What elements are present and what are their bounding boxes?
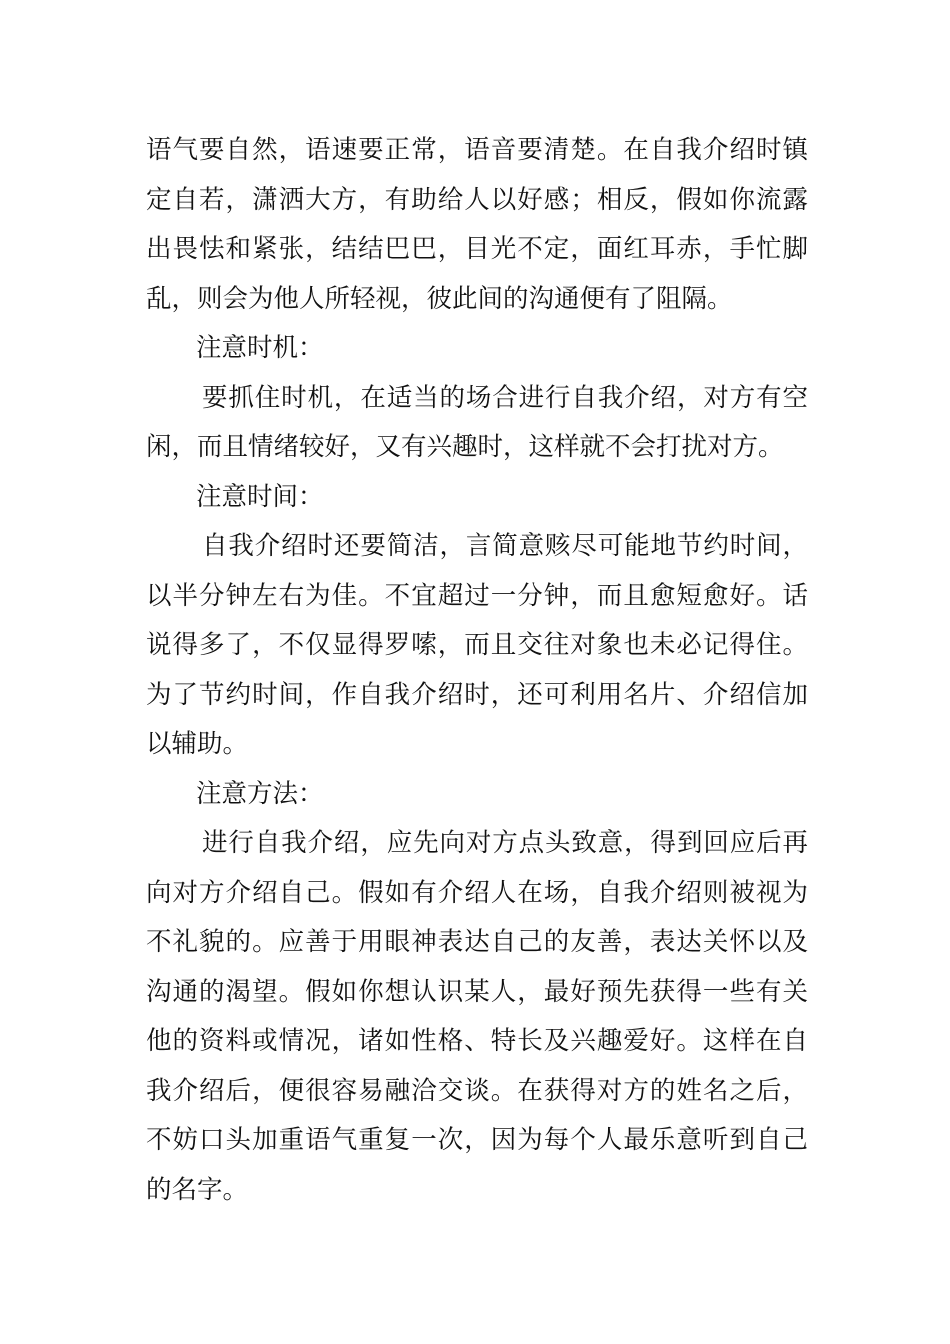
- body-paragraph: 进行自我介绍，应先向对方点头致意，得到回应后再向对方介绍自己。假如有介绍人在场，自我介绍则被视为不礼貌的。应善于用眼神表达自己的友善，表达关怀以及沟通的渴望。假如你想认识某人，最好预先获得一些有关他的资料或情况，诸如性格、特长及兴趣爱好。这样在自我介绍后，便很容易融洽交谈。在获得对方的姓名之后，不妨口头加重语气重复一次，因为每个人最乐意听到自己的名字。: [146, 828, 808, 1205]
- body-paragraph: 要抓住时机，在适当的场合进行自我介绍，对方有空闲，而且情绪较好，又有兴趣时，这样就不会打扰对方。: [146, 382, 808, 462]
- section-heading-method: 注意方法：: [196, 778, 324, 809]
- body-paragraph: 自我介绍时还要简洁，言简意赅尽可能地节约时间，以半分钟左右为佳。不宜超过一分钟，而且愈短愈好。话说得多了，不仅显得罗嗦，而且交往对象也未必记得住。为了节约时间，作自我介绍时，还可利用名片、介绍信加以辅助。: [146, 531, 808, 759]
- section-heading-timing: 注意时机：: [196, 333, 324, 363]
- body-paragraph: 语气要自然，语速要正常，语音要清楚。在自我介绍时镇定自若，潇洒大方，有助给人以好感；相反，假如你流露出畏怯和紧张，结结巴巴，目光不定，面红耳赤，手忙脚乱，则会为他人所轻视，彼此间的沟通便有了阻隔。: [146, 135, 808, 314]
- document-body: [146, 126, 808, 1215]
- section-heading-time: 注意时间：: [196, 481, 324, 512]
